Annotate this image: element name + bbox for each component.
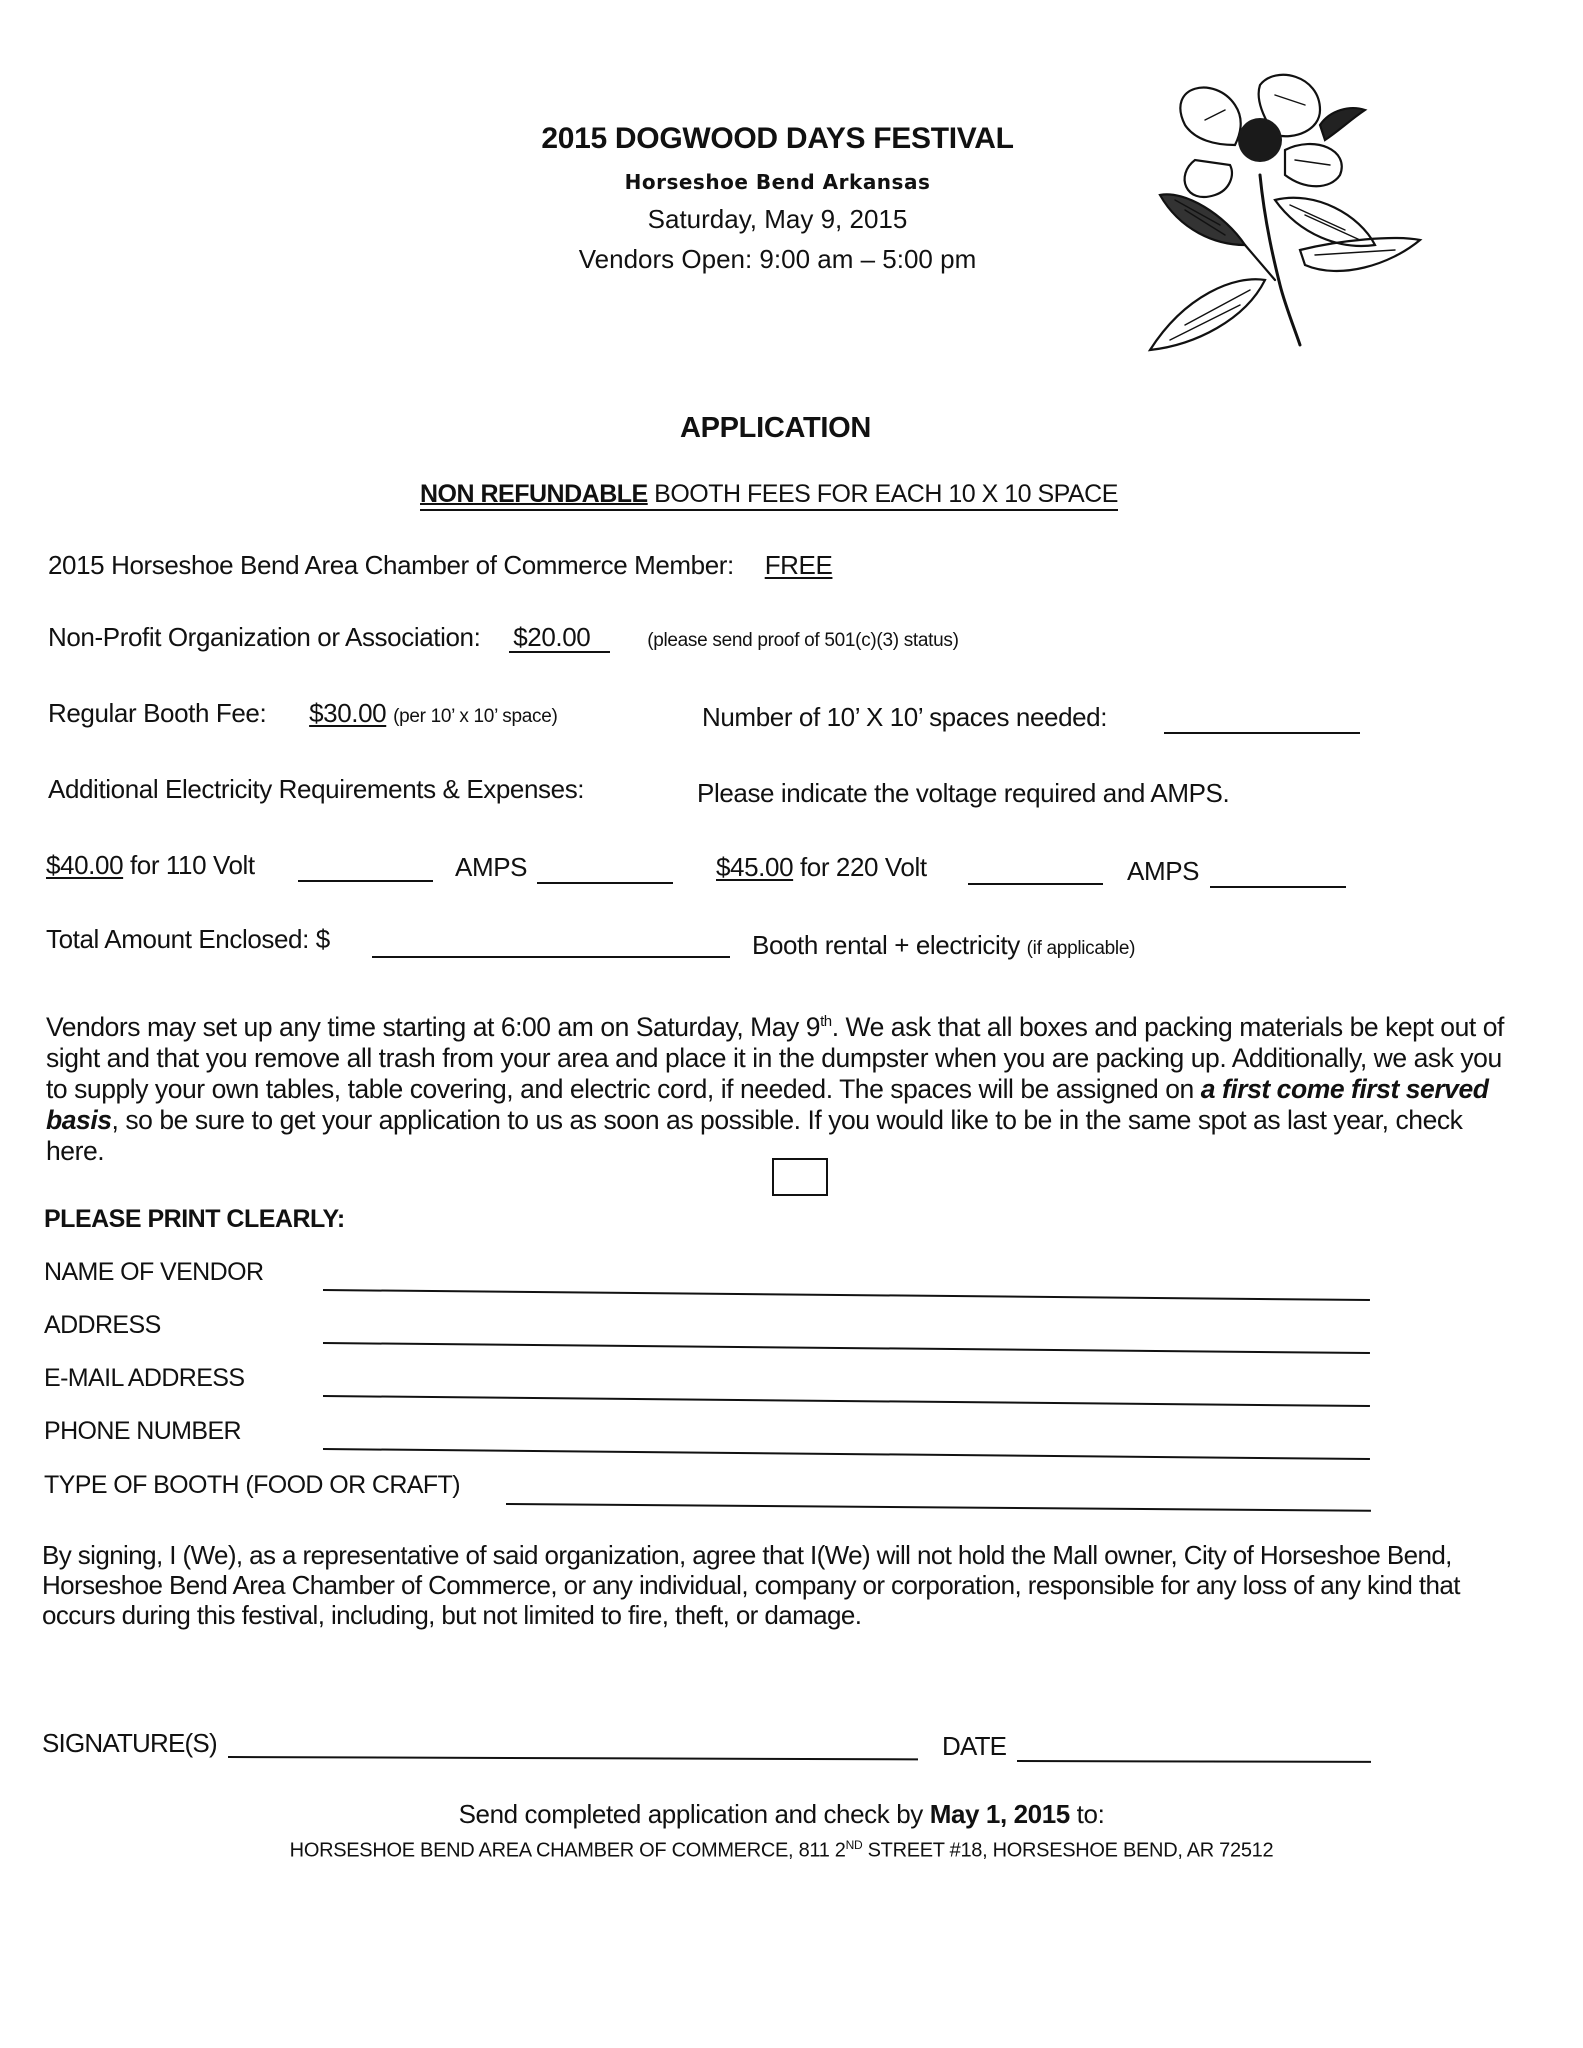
nonprofit-fee-row: [48, 622, 959, 653]
regular-fee-label: Regular Booth Fee:: [48, 698, 267, 728]
address-ordinal: ND: [845, 1838, 863, 1852]
non-refundable-label: NON REFUNDABLE: [420, 480, 648, 508]
address-text-1: HORSESHOE BEND AREA CHAMBER OF COMMERCE, 811 2: [289, 1839, 846, 1862]
regular-fee-note: (per 10’ x 10’ space): [393, 706, 558, 727]
fees-notice-text: BOOTH FEES FOR EACH 10 X 10 SPACE: [647, 480, 1118, 508]
v110-label: for 110 Volt: [129, 850, 255, 880]
mailing-address: [0, 1838, 1573, 1863]
email-label: E-MAIL ADDRESS: [44, 1364, 245, 1392]
waiver-text: By signing, I (We), as a representative of said organization, agree that I(We) will not hold the Mall owner, City of Horseshoe Bend, Horseshoe Bend Area Chamber of Commerce, or any individual, company or corporation, responsible for any loss of any kind that occurs during this festival, including, but not limited to fire, theft, or damage.: [42, 1540, 1460, 1630]
booth-type-label: TYPE OF BOOTH (FOOD OR CRAFT): [44, 1471, 460, 1499]
petal-shape: [1185, 160, 1232, 197]
total-note-small: (if applicable): [1026, 938, 1136, 959]
phone-field[interactable]: [323, 1448, 1370, 1460]
instructions-text-1: Vendors may set up any time starting at 6:00 am on Saturday, May 9: [46, 1011, 821, 1042]
booth-type-field[interactable]: [506, 1503, 1371, 1512]
signature-field[interactable]: [228, 1756, 918, 1760]
date-field[interactable]: [1017, 1760, 1371, 1763]
vendor-name-field[interactable]: [323, 1289, 1370, 1301]
member-fee-row: [48, 550, 832, 581]
regular-fee-row: [48, 698, 558, 729]
amps-220-label: AMPS: [1127, 856, 1200, 886]
amps-110-label: AMPS: [455, 852, 528, 882]
send-suffix: to:: [1069, 1799, 1105, 1829]
application-heading: APPLICATION: [679, 412, 872, 444]
member-label: 2015 Horseshoe Bend Area Chamber of Commerce Member:: [48, 550, 734, 580]
address-label: ADDRESS: [44, 1311, 161, 1339]
send-instructions: [0, 1799, 1573, 1830]
v110-field[interactable]: [298, 850, 433, 882]
petal-shape: [1285, 144, 1342, 186]
member-fee-value: FREE: [764, 550, 833, 580]
petal-shape: [1180, 88, 1240, 145]
instructions-paragraph: [46, 1006, 1526, 1167]
deadline-date: May 1, 2015: [929, 1799, 1070, 1829]
ordinal-suffix: th: [820, 1013, 832, 1030]
dogwood-flower-logo: [1125, 65, 1425, 355]
instructions-text-3: , so be sure to get your application to us as soon as possible. If you would like to be in the same spot as last year, check here.: [46, 1104, 1463, 1166]
v220-field[interactable]: [968, 853, 1103, 885]
signature-label: SIGNATURE(S): [42, 1728, 217, 1758]
spaces-needed-field[interactable]: [1164, 702, 1360, 734]
v110-price: $40.00: [46, 850, 124, 880]
nonprofit-label: Non-Profit Organization or Association:: [48, 622, 481, 652]
leaf-shape: [1160, 194, 1245, 245]
v220-label: for 220 Volt: [799, 852, 927, 882]
spaces-needed-row: [702, 702, 1107, 733]
stem-shape: [1260, 175, 1300, 345]
fees-notice: [420, 480, 1118, 509]
print-clearly-heading: PLEASE PRINT CLEARLY:: [44, 1205, 345, 1233]
total-label: Total Amount Enclosed: $: [46, 924, 330, 954]
nonprofit-fee-value: $20.00: [509, 623, 610, 653]
festival-title: 2015 DOGWOOD DAYS FESTIVAL: [541, 122, 1014, 155]
amps-220-field[interactable]: [1210, 856, 1346, 888]
total-note: Booth rental + electricity: [752, 930, 1020, 960]
email-field[interactable]: [323, 1395, 1370, 1407]
v220-row: [716, 852, 927, 883]
festival-location: Horseshoe Bend Arkansas: [624, 170, 931, 194]
date-label: DATE: [942, 1731, 1007, 1761]
leaf-shape: [1320, 108, 1365, 140]
amps-110-field[interactable]: [537, 852, 673, 884]
instructions-text-2: . We ask that all boxes and packing materials be kept out of sight and that you remove all trash from your area and place it in the dumpster when you are packing up. Additionally, we ask you to supply your own tables, table covering, and electric cord, if needed. The spaces will be assigned on: [46, 1011, 1504, 1104]
vendor-hours: Vendors Open: 9:00 am – 5:00 pm: [578, 244, 977, 274]
total-amount-field[interactable]: [372, 924, 730, 958]
phone-label: PHONE NUMBER: [44, 1417, 241, 1445]
v110-row: [46, 850, 255, 881]
leaf-shape: [1150, 279, 1265, 350]
spaces-needed-label: Number of 10’ X 10’ spaces needed:: [702, 702, 1108, 732]
flower-center: [1238, 118, 1282, 162]
regular-fee-value: $30.00: [309, 698, 387, 728]
send-text: Send completed application and check by: [458, 1799, 930, 1829]
v220-price: $45.00: [716, 852, 794, 882]
electricity-label: Additional Electricity Requirements & Expenses:: [48, 774, 585, 804]
nonprofit-note: (please send proof of 501(c)(3) status): [647, 630, 959, 651]
address-field[interactable]: [323, 1342, 1370, 1354]
total-note-row: [752, 930, 1135, 961]
festival-date: Saturday, May 9, 2015: [647, 204, 908, 234]
vendor-name-label: NAME OF VENDOR: [44, 1258, 264, 1286]
electricity-note: Please indicate the voltage required and AMPS.: [697, 778, 1230, 808]
same-spot-checkbox[interactable]: [772, 1158, 828, 1196]
address-text-2: STREET #18, HORSESHOE BEND, AR 72512: [862, 1839, 1274, 1862]
first-come-emphasis: a first come first served basis: [46, 1073, 1489, 1135]
